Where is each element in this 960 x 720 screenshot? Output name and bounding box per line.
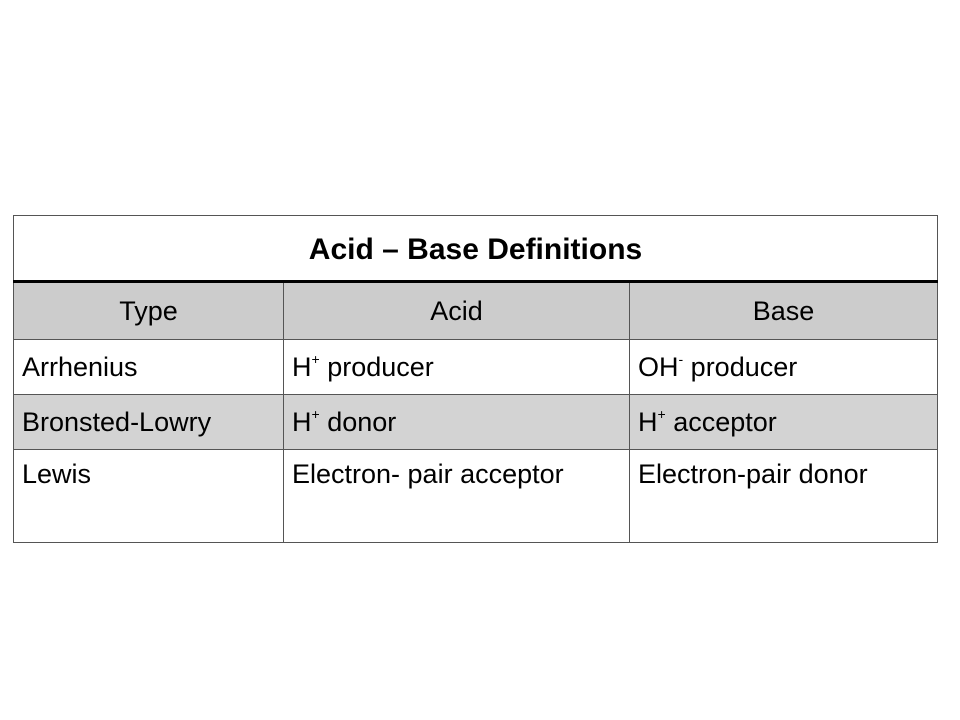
cell-type: Bronsted-Lowry [14, 395, 284, 450]
acid-text: producer [319, 352, 434, 382]
table-title: Acid – Base Definitions [14, 216, 938, 282]
table-row-bronsted-lowry [14, 395, 938, 450]
acid-base-definitions-table [13, 215, 938, 543]
base-text: acceptor [665, 407, 777, 437]
cell-acid [284, 340, 630, 395]
table-row-lewis [14, 450, 938, 543]
cell-base: Electron-pair donor [630, 450, 938, 543]
base-charge: + [657, 406, 666, 422]
cell-type: Arrhenius [14, 340, 284, 395]
cell-acid: Electron- pair acceptor [284, 450, 630, 543]
acid-text: donor [319, 407, 397, 437]
base-text: producer [683, 352, 798, 382]
cell-type: Lewis [14, 450, 284, 543]
cell-acid [284, 395, 630, 450]
cell-base [630, 395, 938, 450]
base-symbol: H [638, 407, 658, 437]
acid-symbol: H [292, 352, 312, 382]
title-row [14, 216, 938, 282]
cell-base [630, 340, 938, 395]
acid-charge: + [311, 406, 320, 422]
header-base: Base [630, 282, 938, 340]
header-acid: Acid [284, 282, 630, 340]
base-symbol: OH [638, 352, 679, 382]
table-row-arrhenius [14, 340, 938, 395]
acid-symbol: H [292, 407, 312, 437]
header-type: Type [14, 282, 284, 340]
acid-charge: + [311, 351, 320, 367]
base-charge: - [678, 351, 684, 367]
header-row [14, 282, 938, 340]
